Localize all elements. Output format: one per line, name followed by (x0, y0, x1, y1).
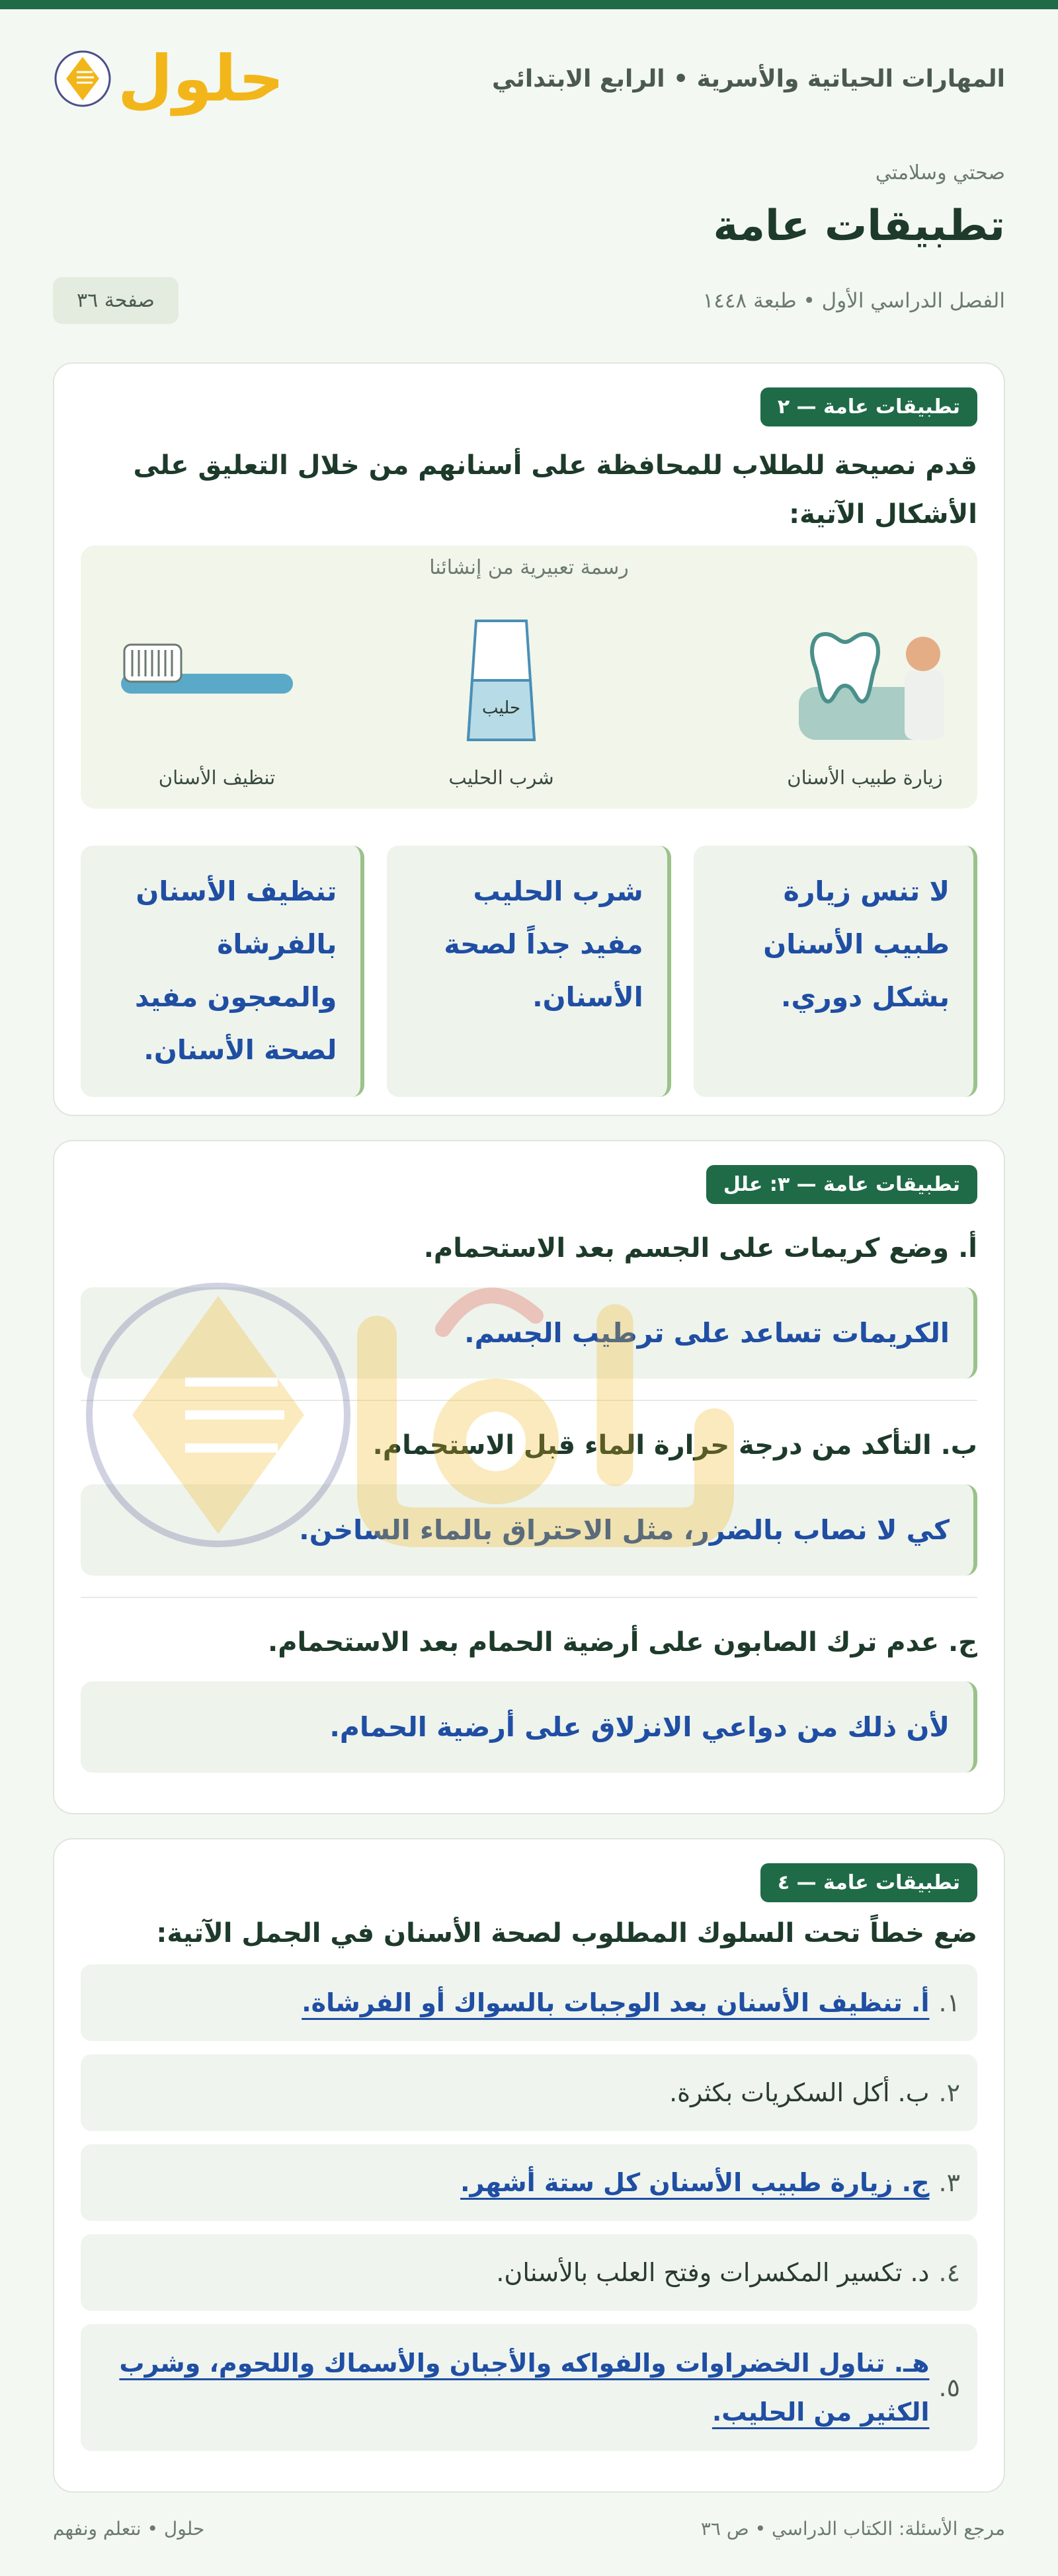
footer-reference: مرجع الأسئلة: الكتاب الدراسي • ص ٣٦ (700, 2518, 1005, 2540)
milk-glass-icon (415, 614, 587, 746)
figure-label-dentist: زيارة طبيب الأسنان (787, 766, 943, 789)
list-item (81, 1964, 977, 2041)
milk-label: حليب (481, 698, 521, 718)
question-card-3 (53, 1140, 1005, 1814)
page-number-badge: صفحة ٣٦ (53, 277, 179, 324)
unit-name: صحتي وسلامتي (875, 161, 1005, 184)
illustration-caption: رسمة تعبيرية من إنشائنا (429, 556, 629, 579)
question-card-2 (53, 362, 1005, 1116)
question-badge: تطبيقات عامة — ٣: علل (706, 1165, 977, 1204)
item-text: ب. أكل السكريات بكثرة. (669, 2078, 930, 2107)
list-item (81, 2324, 977, 2451)
figure-dentist (779, 614, 951, 789)
dentist-visit-icon (779, 614, 951, 746)
question-badge: تطبيقات عامة — ٤ (760, 1863, 977, 1902)
list-item (81, 2144, 977, 2221)
item-text: د. تكسير المكسرات وفتح العلب بالأسنان. (496, 2258, 930, 2287)
list-item (81, 2054, 977, 2131)
answers-row (81, 846, 977, 1097)
item-text-underlined: أ. تنظيف الأسنان بعد الوجبات بالسواك أو الفرشاة. (302, 1988, 930, 2017)
divider (81, 1400, 977, 1401)
top-accent-bar (0, 0, 1058, 9)
item-number: ١. (938, 1988, 960, 2017)
answer-box: شرب الحليب مفيد جداً لصحة الأسنان. (387, 846, 671, 1097)
subject-title: المهارات الحياتية والأسرية • الرابع الابتدائي (491, 65, 1005, 93)
page-title: تطبيقات عامة (713, 202, 1005, 251)
toothbrush-icon (104, 614, 303, 746)
sub-question-c: ج. عدم ترك الصابون على أرضية الحمام بعد الاستحمام. (268, 1627, 977, 1658)
footer (53, 2518, 1005, 2540)
header (53, 9, 1005, 148)
item-number: ٣. (938, 2168, 960, 2197)
sub-answer-b: كي لا نصاب بالضرر، مثل الاحتراق بالماء الساخن. (81, 1484, 977, 1576)
sub-answer-c: لأن ذلك من دواعي الانزلاق على أرضية الحمام. (81, 1681, 977, 1773)
term-info: الفصل الدراسي الأول • طبعة ١٤٤٨ (702, 288, 1005, 313)
item-text-underlined: ج. زيارة طبيب الأسنان كل ستة أشهر. (460, 2168, 930, 2197)
question-card-4 (53, 1838, 1005, 2493)
question-text: قدم نصيحة للطلاب للمحافظة على أسنانهم من خلال التعليق على الأشكال الآتية: (133, 450, 977, 530)
figure-milk (415, 614, 587, 789)
meta-row (53, 277, 1005, 324)
logo[interactable] (53, 42, 284, 116)
figure-toothbrush (131, 614, 303, 789)
sub-answer-a: الكريمات تساعد على ترطيب الجسم. (81, 1287, 977, 1379)
footer-brand: حلول • نتعلم ونفهم (53, 2518, 205, 2540)
answer-box: تنظيف الأسنان بالفرشاة والمعجون مفيد لصحة الأسنان. (81, 846, 364, 1097)
item-number: ٢. (938, 2078, 960, 2107)
illustration (81, 545, 977, 809)
divider (81, 1597, 977, 1598)
answer-box: لا تنس زيارة طبيب الأسنان بشكل دوري. (694, 846, 977, 1097)
sub-question-a: أ. وضع كريمات على الجسم بعد الاستحمام. (423, 1233, 977, 1264)
question-text: ضع خطاً تحت السلوك المطلوب لصحة الأسنان في الجمل الآتية: (156, 1918, 977, 1949)
figure-label-brush: تنظيف الأسنان (158, 766, 276, 789)
list-item (81, 2234, 977, 2311)
sub-question-b: ب. التأكد من درجة حرارة الماء قبل الاستحمام. (372, 1430, 977, 1461)
logo-text: حلول (118, 42, 284, 116)
figure-label-milk: شرب الحليب (448, 766, 554, 789)
item-number: ٥. (938, 2372, 960, 2402)
item-text-underlined: هـ. تناول الخضراوات والفواكه والأجبان والأسماك واللحوم، وشرب الكثير من الحليب. (119, 2348, 930, 2427)
question-badge: تطبيقات عامة — ٢ (760, 387, 977, 426)
page (53, 9, 1005, 2493)
logo-emblem-icon (53, 49, 112, 108)
item-number: ٤. (938, 2258, 960, 2287)
